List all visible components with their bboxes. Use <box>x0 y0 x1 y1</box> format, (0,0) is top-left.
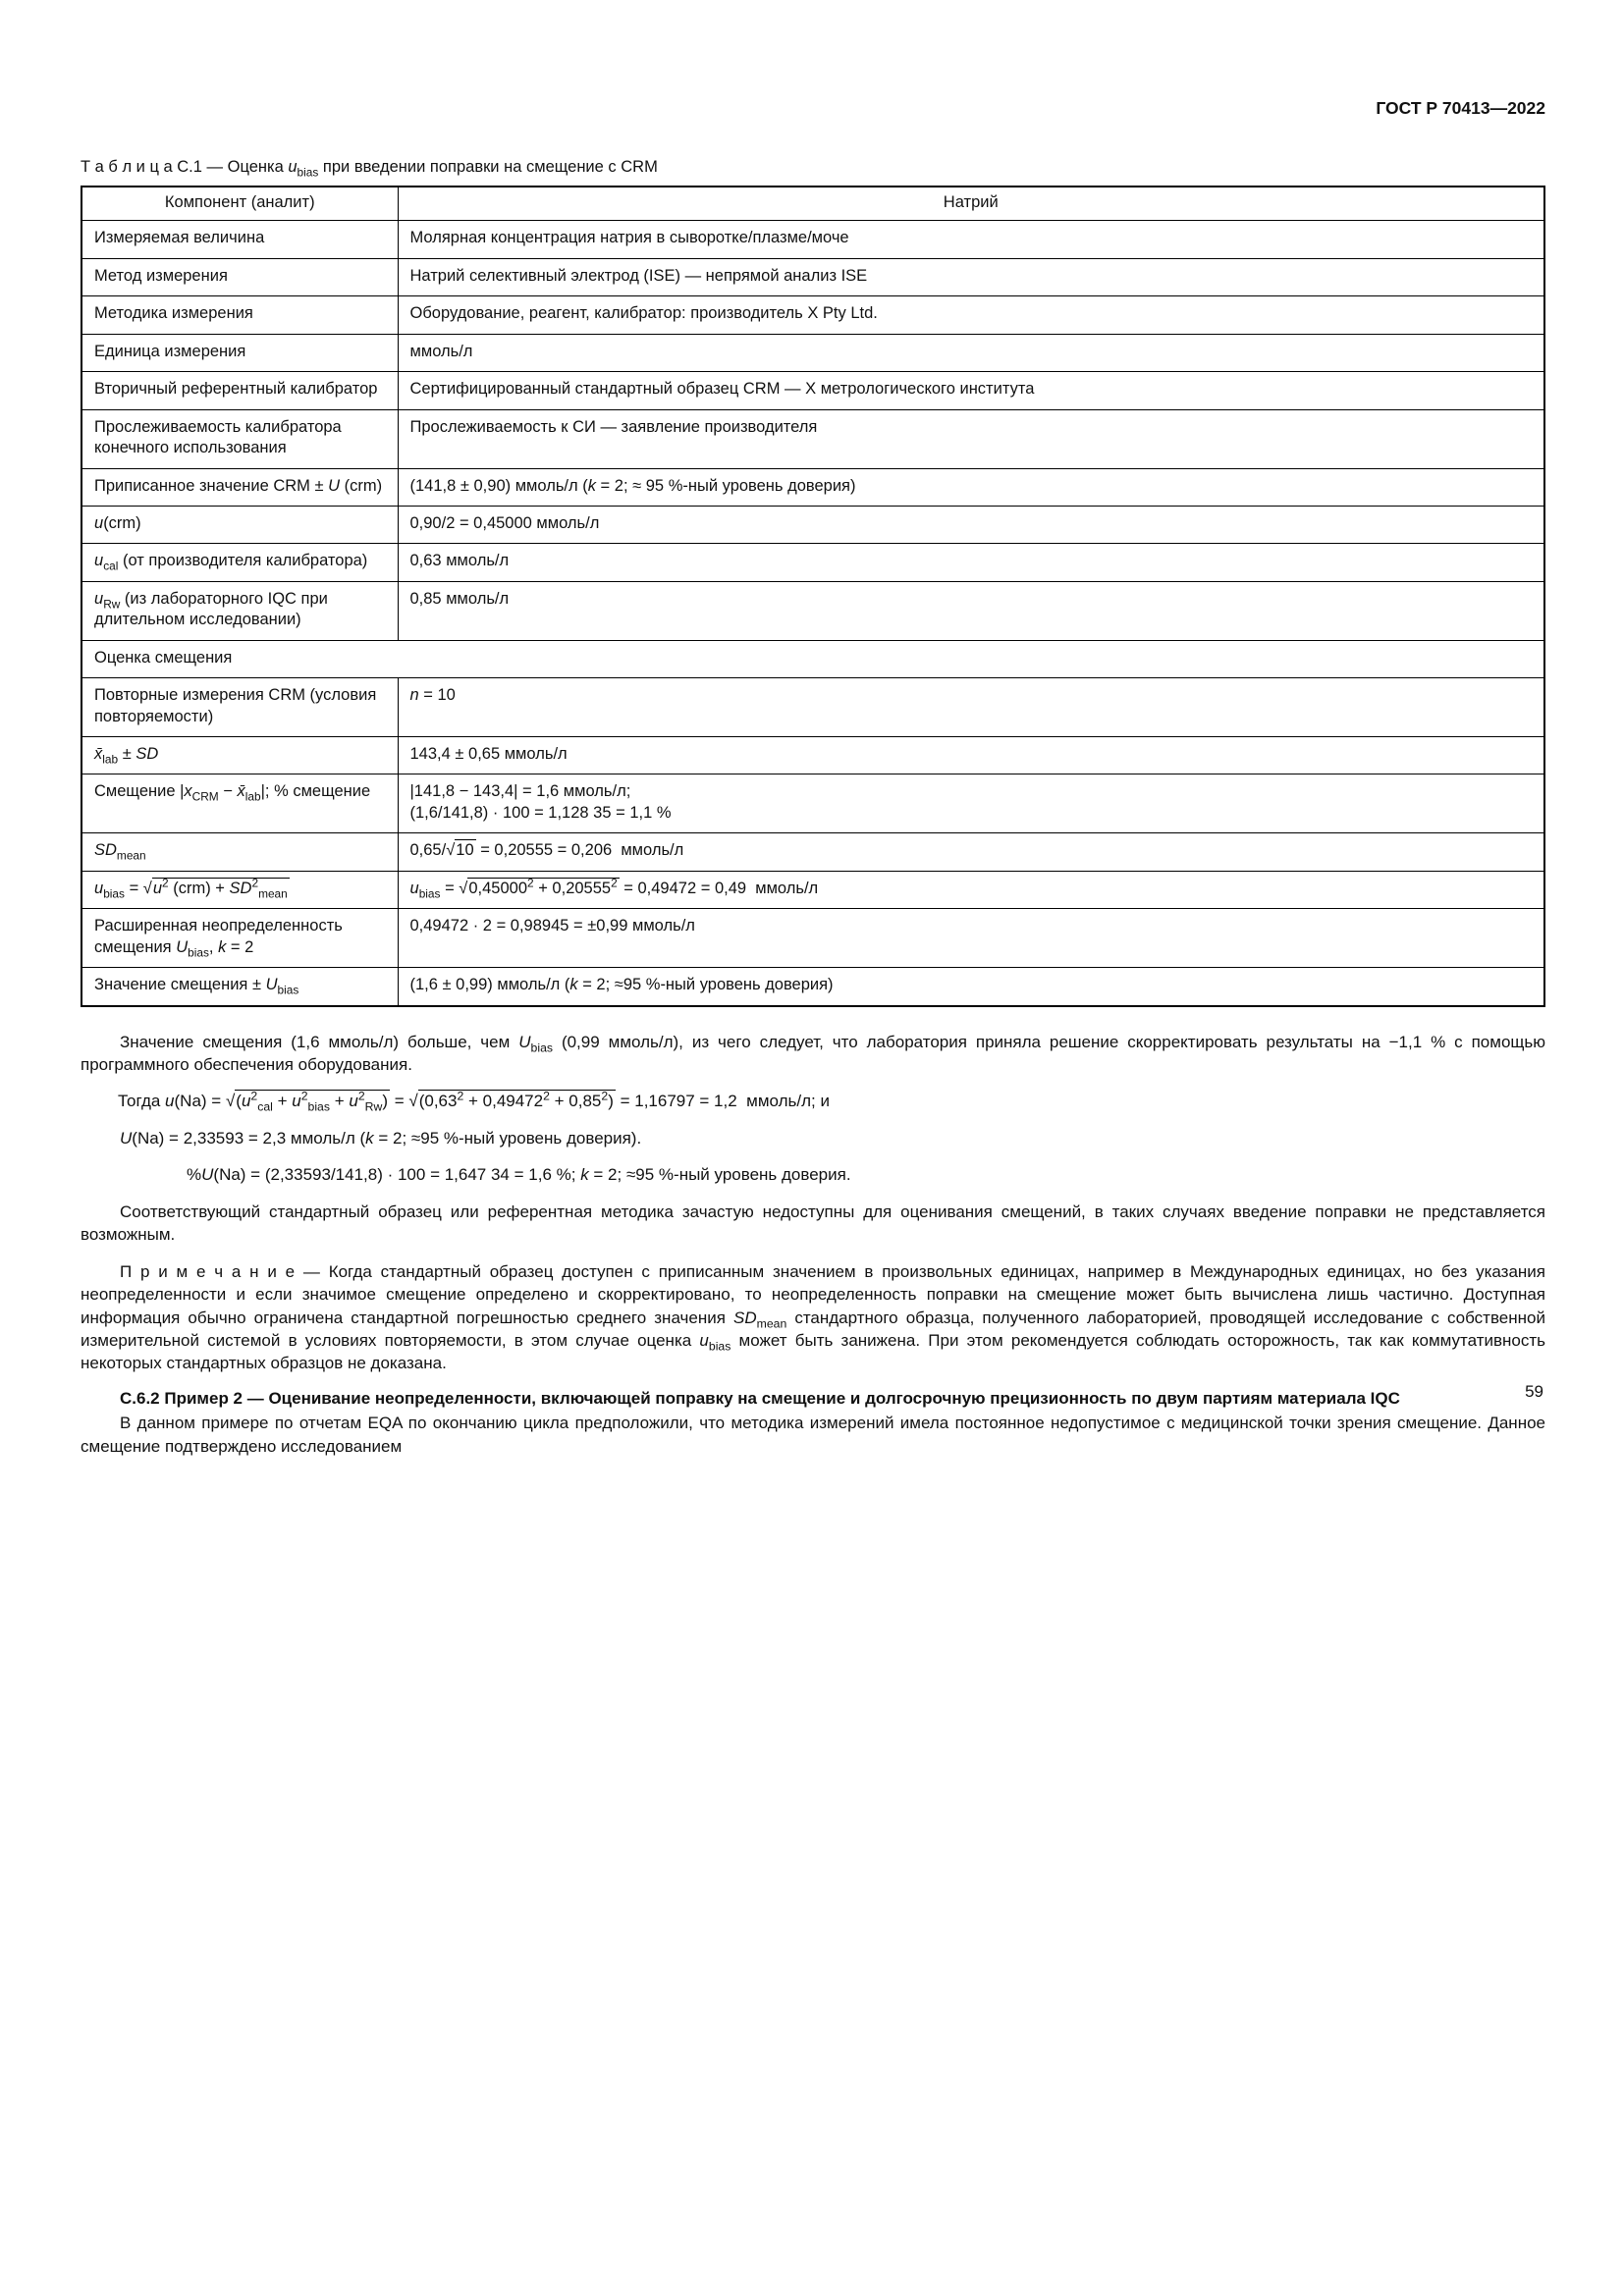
table-row <box>81 468 1544 506</box>
table-cell-value: 0,63 ммоль/л <box>398 544 1544 581</box>
table-cell-label: Значение смещения ± $U_{bias}$ <box>81 968 398 1006</box>
paragraph-example2-intro: В данном примере по отчетам EQA по окончанию цикла предположили, что методика измерений имела постоянное недопустимое с медицинской точки зрения смещение. Данное смещение подтверждено исследованием <box>81 1414 1545 1456</box>
table-row <box>81 871 1544 908</box>
table-cell-value: Натрий селективный электрод (ISE) — непрямой анализ ISE <box>398 258 1544 295</box>
table-cell-label: Приписанное значение CRM ± U (crm) <box>81 468 398 506</box>
table-caption: Т а б л и ц а С.1 — Оценка $u_{bias}$ при введении поправки на смещение с CRM <box>81 158 658 180</box>
table-section-label: Оценка смещения <box>81 640 1544 677</box>
table-cell-value: Сертифицированный стандартный образец CRM — X метрологического института <box>398 372 1544 409</box>
table-cell-label: Смещение $|x_{CRM}$ − $x̄_{lab}|$; % смещение <box>81 774 398 833</box>
table-cell-value: 0,85 ммоль/л <box>398 581 1544 640</box>
table-cell-label: $u_{bias} = √u^2$ $(crm) + SD^2_{mean}$ <box>81 871 398 908</box>
note-paragraph: П р и м е ч а н и е — Когда стандартный образец доступен с приписанным значением в произвольных единицах, например в Международных единицах, но без указания неопределенности и если значимое смещение определено и скорректировано, то неопределенность поправки на смещение может быть вычислена лишь частично. Доступная информация обычно ограничена стандартной погрешностью среднего значения $SD_{mean}$ стандартного образца, полученного лабораторией, проводящей исследование с собственной измерительной системой в условиях повторяемости, в этом случае оценка $u_{bias}$ может быть занижена. При этом рекомендуется соблюдать осторожность, так как коммутативность некоторых стандартных образцов не доказана. <box>81 1261 1545 1373</box>
table-cell-value: 143,4 ± 0,65 ммоль/л <box>398 737 1544 774</box>
table-cell-value: 0,65/√10 = 0,20555 = 0,206 ммоль/л <box>398 833 1544 871</box>
table-cell-value: Молярная концентрация натрия в сыворотке/плазме/моче <box>398 221 1544 258</box>
table-cell-value: 0,49472 · 2 = 0,98945 = ±0,99 ммоль/л <box>398 909 1544 968</box>
table-row <box>81 678 1544 737</box>
section-heading-c62: С.6.2 Пример 2 — Оценивание неопределенности, включающей поправку на смещение и долгосрочную прецизионность по двум партиям материала IQC <box>120 1388 1400 1408</box>
page-number: 59 <box>1525 1382 1543 1401</box>
table-cell-label: $x̄_{lab}$ ± SD <box>81 737 398 774</box>
document-header: ГОСТ Р 70413—2022 <box>1376 98 1545 118</box>
table-cell-label: Единица измерения <box>81 334 398 371</box>
table-row <box>81 409 1544 468</box>
table-cell-label: $SD_{mean}$ <box>81 833 398 871</box>
table-cell-label: Вторичный референтный калибратор <box>81 372 398 409</box>
table-row-section <box>81 640 1544 677</box>
table-row <box>81 581 1544 640</box>
table-cell-label: $u_{cal}$ (от производителя калибратора) <box>81 544 398 581</box>
table-cell-value: $u_{bias} = √0,45000^2 + 0,20555^2 = 0,49472 = 0,49$ ммоль/л <box>398 871 1544 908</box>
table-row <box>81 258 1544 295</box>
table-cell-label: Измеряемая величина <box>81 221 398 258</box>
formula-percent-u-na: %U(Na) = (2,33593/141,8) · 100 = 1,647 34 = 1,6 %; k = 2; ≈95 %-ный уровень доверия. <box>187 1165 851 1185</box>
table-cell-value: n = 10 <box>398 678 1544 737</box>
table-row <box>81 968 1544 1006</box>
table-row <box>81 544 1544 581</box>
table-row <box>81 221 1544 258</box>
table-cell-value: Прослеживаемость к СИ — заявление производителя <box>398 409 1544 468</box>
uncertainty-table <box>81 186 1545 1007</box>
formula-u-na: Тогда $u(Na) = √(u^2_{cal} + u^2_{bias} + u^2_{Rw}) = √(0,63^2 + 0,49472^2 + 0,85^2) = 1,16797 = 1,2$ ммоль/л; и <box>118 1089 830 1114</box>
table-row <box>81 774 1544 833</box>
table-cell-value: (1,6 ± 0,99) ммоль/л (k = 2; ≈95 %-ный уровень доверия) <box>398 968 1544 1006</box>
paragraph-bias-decision: Значение смещения (1,6 ммоль/л) больше, чем $U_{bias}$ (0,99 ммоль/л), из чего следует, что лаборатория приняла решение скорректировать результаты на −1,1 % с помощью программного обеспечения оборудования. <box>81 1032 1546 1074</box>
table-row <box>81 334 1544 371</box>
table-header-row <box>81 187 1544 221</box>
table-row <box>81 909 1544 968</box>
table-cell-value: (141,8 ± 0,90) ммоль/л (k = 2; ≈ 95 %-ный уровень доверия) <box>398 468 1544 506</box>
table-cell-value: ммоль/л <box>398 334 1544 371</box>
table-header-component: Компонент (аналит) <box>81 187 398 221</box>
table-cell-label: $u_{Rw}$ (из лабораторного IQC при длительном исследовании) <box>81 581 398 640</box>
table-row <box>81 296 1544 334</box>
paragraph-crm-unavailable: Соответствующий стандартный образец или референтная методика зачастую недоступны для оценивания смещений, в таких случаях введение поправки не представляется возможным. <box>81 1201 1545 1245</box>
formula-uppercase-u-na: U(Na) = 2,33593 = 2,3 ммоль/л (k = 2; ≈95 %-ный уровень доверия). <box>120 1128 642 1148</box>
table-cell-value: |141,8 − 143,4| = 1,6 ммоль/л; (1,6/141,8) · 100 = 1,128 35 = 1,1 % <box>398 774 1544 833</box>
table-cell-value: Оборудование, реагент, калибратор: производитель X Pty Ltd. <box>398 296 1544 334</box>
table-cell-label: Повторные измерения CRM (условия повторяемости) <box>81 678 398 737</box>
table-cell-label: Метод измерения <box>81 258 398 295</box>
table-row <box>81 737 1544 774</box>
page-content <box>81 98 1545 1468</box>
table-row <box>81 833 1544 871</box>
table-row <box>81 506 1544 543</box>
table-cell-label: u(crm) <box>81 506 398 543</box>
table-header-analyte: Натрий <box>398 187 1544 221</box>
table-cell-label: Прослеживаемость калибратора конечного использования <box>81 409 398 468</box>
body-text <box>81 1031 1545 1459</box>
table-cell-label: Расширенная неопределенность смещения $U_{bias}$, k = 2 <box>81 909 398 968</box>
table-cell-value: 0,90/2 = 0,45000 ммоль/л <box>398 506 1544 543</box>
table-cell-label: Методика измерения <box>81 296 398 334</box>
table-row <box>81 372 1544 409</box>
